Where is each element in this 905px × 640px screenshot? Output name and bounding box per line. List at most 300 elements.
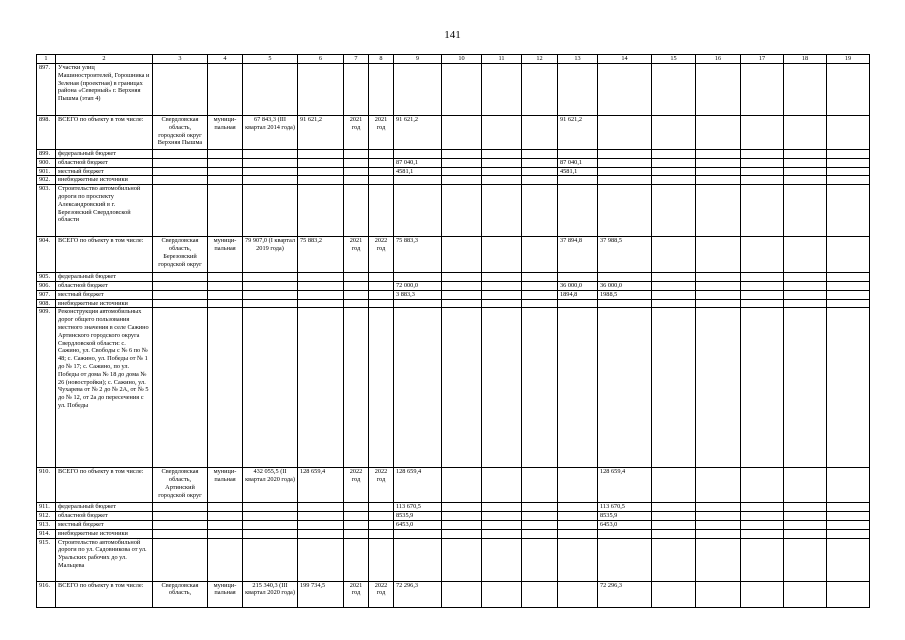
table-cell <box>369 308 394 468</box>
table-cell <box>442 167 482 176</box>
table-cell <box>208 512 243 521</box>
table-cell: 87 040,1 <box>394 158 442 167</box>
table-cell: 4581,1 <box>394 167 442 176</box>
table-cell <box>741 116 784 150</box>
row-number-cell: 908. <box>37 299 56 308</box>
table-cell <box>369 176 394 185</box>
table-cell <box>442 64 482 116</box>
table-cell <box>741 185 784 237</box>
table-cell <box>482 281 522 290</box>
row-name-cell: областной бюджет <box>56 281 153 290</box>
table-cell <box>741 512 784 521</box>
column-header-1: 1 <box>37 55 56 64</box>
table-cell <box>243 281 298 290</box>
table-cell <box>243 299 298 308</box>
row-number-cell: 909. <box>37 308 56 468</box>
table-cell <box>442 150 482 159</box>
table-cell <box>344 529 369 538</box>
table-cell <box>827 116 870 150</box>
table-cell <box>208 158 243 167</box>
table-cell <box>696 308 741 468</box>
column-number-row <box>37 55 870 64</box>
table-cell <box>696 290 741 299</box>
column-header-4: 4 <box>208 55 243 64</box>
table-cell: 2022 год <box>369 237 394 273</box>
table-cell <box>153 308 208 468</box>
table-cell <box>827 512 870 521</box>
table-cell <box>652 308 696 468</box>
table-cell <box>298 176 344 185</box>
table-cell <box>298 290 344 299</box>
table-row <box>37 185 870 237</box>
table-cell: 87 040,1 <box>558 158 598 167</box>
table-cell <box>394 150 442 159</box>
row-name-cell: Участки улиц Машиностроителей, Горошника и Зеленая (проектная) в границах района «Северный» г. Верхняя Пышма (этап 4) <box>56 64 153 116</box>
table-cell <box>153 290 208 299</box>
table-cell <box>369 273 394 282</box>
table-cell <box>153 299 208 308</box>
row-number-cell: 899. <box>37 150 56 159</box>
table-cell <box>208 176 243 185</box>
table-cell <box>522 237 558 273</box>
table-cell <box>598 176 652 185</box>
table-cell <box>369 281 394 290</box>
table-cell <box>784 529 827 538</box>
table-cell: 8535,9 <box>598 512 652 521</box>
table-cell <box>369 520 394 529</box>
table-cell <box>598 273 652 282</box>
table-cell <box>652 176 696 185</box>
table-row <box>37 150 870 159</box>
table-cell <box>153 520 208 529</box>
table-cell <box>522 150 558 159</box>
table-cell: Свердловская область, <box>153 581 208 607</box>
table-cell <box>208 529 243 538</box>
table-cell <box>652 520 696 529</box>
table-cell: 8535,9 <box>394 512 442 521</box>
table-cell <box>344 520 369 529</box>
table-cell <box>827 538 870 581</box>
table-cell <box>153 503 208 512</box>
table-cell <box>394 529 442 538</box>
table-row <box>37 167 870 176</box>
table-cell: 2021 год <box>344 581 369 607</box>
table-cell: 75 883,3 <box>394 237 442 273</box>
row-name-cell: местный бюджет <box>56 290 153 299</box>
table-cell <box>652 167 696 176</box>
table-cell <box>394 185 442 237</box>
table-cell: 37 894,8 <box>558 237 598 273</box>
table-cell: муници-пальная <box>208 237 243 273</box>
table-cell <box>784 273 827 282</box>
table-cell <box>827 185 870 237</box>
table-cell <box>652 299 696 308</box>
table-cell <box>522 299 558 308</box>
column-header-8: 8 <box>369 55 394 64</box>
column-header-2: 2 <box>56 55 153 64</box>
column-header-17: 17 <box>741 55 784 64</box>
table-cell: 1988,5 <box>598 290 652 299</box>
row-name-cell: внебюджетные источники <box>56 176 153 185</box>
row-number-cell: 905. <box>37 273 56 282</box>
table-cell <box>482 290 522 299</box>
table-cell: муници-пальная <box>208 116 243 150</box>
row-name-cell: местный бюджет <box>56 167 153 176</box>
table-cell: 2021 год <box>344 237 369 273</box>
table-cell <box>741 308 784 468</box>
table-cell <box>784 176 827 185</box>
table-cell: 91 621,2 <box>298 116 344 150</box>
table-cell <box>696 538 741 581</box>
table-cell <box>344 308 369 468</box>
table-cell: 37 988,5 <box>598 237 652 273</box>
table-cell <box>394 273 442 282</box>
table-cell <box>298 158 344 167</box>
table-cell: 72 000,0 <box>394 281 442 290</box>
table-row <box>37 176 870 185</box>
table-cell <box>827 64 870 116</box>
table-cell <box>482 529 522 538</box>
table-cell <box>652 237 696 273</box>
table-cell <box>827 520 870 529</box>
table-cell <box>784 64 827 116</box>
table-cell <box>243 273 298 282</box>
table-row <box>37 503 870 512</box>
table-cell <box>208 150 243 159</box>
table-cell <box>208 185 243 237</box>
table-cell <box>344 167 369 176</box>
table-cell <box>522 116 558 150</box>
table-cell <box>153 167 208 176</box>
table-cell: 2022 год <box>369 581 394 607</box>
column-header-15: 15 <box>652 55 696 64</box>
table-cell <box>522 273 558 282</box>
row-number-cell: 910. <box>37 468 56 503</box>
table-cell <box>741 299 784 308</box>
table-cell <box>696 167 741 176</box>
table-cell <box>784 150 827 159</box>
table-cell <box>369 150 394 159</box>
table-row <box>37 290 870 299</box>
table-cell <box>598 116 652 150</box>
table-cell <box>344 176 369 185</box>
table-cell <box>741 468 784 503</box>
table-cell <box>482 158 522 167</box>
table-cell <box>482 185 522 237</box>
table-cell <box>741 64 784 116</box>
table-cell <box>482 150 522 159</box>
table-cell <box>522 167 558 176</box>
table-cell <box>344 538 369 581</box>
table-cell: 36 000,0 <box>598 281 652 290</box>
table-cell <box>741 237 784 273</box>
table-cell <box>784 167 827 176</box>
table-cell <box>696 64 741 116</box>
table-cell: 199 734,5 <box>298 581 344 607</box>
column-header-11: 11 <box>482 55 522 64</box>
table-cell <box>153 185 208 237</box>
table-cell: 2021 год <box>344 116 369 150</box>
column-header-18: 18 <box>784 55 827 64</box>
table-cell <box>442 290 482 299</box>
table-cell <box>344 299 369 308</box>
table-cell <box>442 538 482 581</box>
table-cell <box>369 185 394 237</box>
table-cell <box>442 308 482 468</box>
table-cell <box>696 281 741 290</box>
table-cell <box>696 520 741 529</box>
table-cell <box>243 150 298 159</box>
table-cell <box>784 299 827 308</box>
table-cell: 79 907,0 (I квартал 2019 года) <box>243 237 298 273</box>
table-cell <box>827 581 870 607</box>
table-cell <box>652 529 696 538</box>
table-cell <box>482 116 522 150</box>
table-cell <box>558 581 598 607</box>
table-cell <box>741 150 784 159</box>
table-cell <box>784 538 827 581</box>
table-cell <box>482 299 522 308</box>
table-cell <box>696 503 741 512</box>
table-cell: 4581,1 <box>558 167 598 176</box>
table-cell <box>522 185 558 237</box>
table-cell <box>652 281 696 290</box>
table-cell <box>696 529 741 538</box>
table-cell <box>827 503 870 512</box>
table-cell <box>784 468 827 503</box>
table-row <box>37 468 870 503</box>
table-cell <box>369 64 394 116</box>
column-header-9: 9 <box>394 55 442 64</box>
row-number-cell: 914. <box>37 529 56 538</box>
row-number-cell: 900. <box>37 158 56 167</box>
table-cell <box>598 158 652 167</box>
table-cell <box>827 273 870 282</box>
row-number-cell: 912. <box>37 512 56 521</box>
row-number-cell: 916. <box>37 581 56 607</box>
table-cell: 113 670,5 <box>394 503 442 512</box>
table-cell <box>827 468 870 503</box>
table-cell <box>696 237 741 273</box>
table-cell <box>243 503 298 512</box>
table-cell <box>298 529 344 538</box>
table-cell <box>598 185 652 237</box>
table-cell <box>208 299 243 308</box>
column-header-14: 14 <box>598 55 652 64</box>
table-cell <box>344 158 369 167</box>
table-cell <box>696 512 741 521</box>
table-row <box>37 116 870 150</box>
table-cell <box>482 237 522 273</box>
table-cell <box>344 185 369 237</box>
table-cell <box>558 273 598 282</box>
table-cell: муници-пальная <box>208 581 243 607</box>
row-name-cell: внебюджетные источники <box>56 529 153 538</box>
table-cell <box>784 116 827 150</box>
table-cell <box>153 281 208 290</box>
table-cell <box>558 150 598 159</box>
column-header-12: 12 <box>522 55 558 64</box>
table-cell <box>741 503 784 512</box>
column-header-7: 7 <box>344 55 369 64</box>
table-cell <box>298 281 344 290</box>
table-cell <box>652 158 696 167</box>
table-cell <box>522 158 558 167</box>
table-cell <box>741 158 784 167</box>
table-cell <box>558 299 598 308</box>
row-name-cell: ВСЕГО по объекту в том числе: <box>56 237 153 273</box>
table-cell <box>598 308 652 468</box>
table-cell <box>344 290 369 299</box>
table-cell <box>696 468 741 503</box>
table-cell <box>652 116 696 150</box>
table-cell <box>394 308 442 468</box>
table-cell: 91 621,2 <box>394 116 442 150</box>
table-cell <box>696 273 741 282</box>
table-cell <box>442 581 482 607</box>
table-cell <box>243 64 298 116</box>
table-cell <box>208 520 243 529</box>
table-cell <box>522 503 558 512</box>
table-cell <box>522 468 558 503</box>
table-cell <box>558 512 598 521</box>
table-cell <box>784 290 827 299</box>
table-cell <box>652 468 696 503</box>
table-cell: 128 659,4 <box>598 468 652 503</box>
table-cell <box>598 529 652 538</box>
table-cell <box>369 158 394 167</box>
table-cell: 72 296,3 <box>598 581 652 607</box>
table-cell <box>827 237 870 273</box>
page-number: 141 <box>444 29 461 41</box>
table-cell <box>598 538 652 581</box>
table-cell <box>482 176 522 185</box>
table-cell <box>298 185 344 237</box>
table-cell <box>741 290 784 299</box>
table-cell <box>298 299 344 308</box>
table-cell: 128 659,4 <box>298 468 344 503</box>
table-cell <box>344 503 369 512</box>
table-row <box>37 529 870 538</box>
table-cell <box>442 503 482 512</box>
table-cell <box>298 167 344 176</box>
table-cell <box>298 64 344 116</box>
table-cell <box>482 468 522 503</box>
table-cell <box>482 538 522 581</box>
table-cell <box>522 308 558 468</box>
table-cell <box>522 529 558 538</box>
table-cell <box>208 273 243 282</box>
table-cell <box>482 167 522 176</box>
table-cell <box>482 64 522 116</box>
row-name-cell: областной бюджет <box>56 158 153 167</box>
table-cell <box>827 299 870 308</box>
table-cell <box>298 308 344 468</box>
column-header-19: 19 <box>827 55 870 64</box>
table-cell <box>696 299 741 308</box>
row-name-cell: федеральный бюджет <box>56 503 153 512</box>
investment-table <box>36 54 870 608</box>
column-header-6: 6 <box>298 55 344 64</box>
table-cell <box>208 281 243 290</box>
row-number-cell: 901. <box>37 167 56 176</box>
table-row <box>37 538 870 581</box>
table-cell <box>243 158 298 167</box>
table-cell <box>598 299 652 308</box>
table-cell <box>482 512 522 521</box>
table-cell: 128 659,4 <box>394 468 442 503</box>
table-cell <box>558 538 598 581</box>
table-cell: 3 883,3 <box>394 290 442 299</box>
table-cell <box>394 538 442 581</box>
table-cell <box>153 176 208 185</box>
table-cell <box>369 299 394 308</box>
table-cell <box>696 150 741 159</box>
table-cell <box>208 290 243 299</box>
table-cell <box>153 273 208 282</box>
table-cell <box>696 176 741 185</box>
table-cell <box>208 167 243 176</box>
table-cell <box>369 290 394 299</box>
table-cell <box>298 512 344 521</box>
table-cell <box>827 167 870 176</box>
table-cell <box>344 512 369 521</box>
column-header-5: 5 <box>243 55 298 64</box>
table-body <box>37 64 870 608</box>
table-cell <box>652 64 696 116</box>
row-name-cell: ВСЕГО по объекту в том числе: <box>56 116 153 150</box>
table-cell: 432 055,5 (II квартал 2020 года) <box>243 468 298 503</box>
table-cell <box>344 281 369 290</box>
table-cell: 215 340,3 (III квартал 2020 года) <box>243 581 298 607</box>
row-number-cell: 907. <box>37 290 56 299</box>
table-cell: 1894,8 <box>558 290 598 299</box>
table-cell <box>153 512 208 521</box>
table-cell <box>784 237 827 273</box>
table-cell <box>827 290 870 299</box>
table-cell <box>153 538 208 581</box>
table-cell <box>558 176 598 185</box>
table-cell <box>558 503 598 512</box>
table-cell <box>522 581 558 607</box>
table-cell <box>652 290 696 299</box>
table-cell <box>558 520 598 529</box>
table-cell <box>522 290 558 299</box>
table-cell <box>652 581 696 607</box>
table-cell <box>394 176 442 185</box>
table-cell <box>827 281 870 290</box>
table-cell <box>741 281 784 290</box>
column-header-3: 3 <box>153 55 208 64</box>
table-cell <box>522 64 558 116</box>
table-cell <box>784 581 827 607</box>
table-cell <box>153 158 208 167</box>
table-row <box>37 520 870 529</box>
table-cell <box>652 273 696 282</box>
table-cell <box>482 581 522 607</box>
table-cell <box>243 520 298 529</box>
row-name-cell: Строительство автомобильной дороги по ул. Садовникова от ул. Уральских рабочих до ул. Мальцева <box>56 538 153 581</box>
table-cell <box>652 185 696 237</box>
table-cell: 2021 год <box>369 116 394 150</box>
table-cell <box>652 150 696 159</box>
row-number-cell: 898. <box>37 116 56 150</box>
table-cell <box>741 581 784 607</box>
table-cell <box>442 185 482 237</box>
table-cell <box>652 503 696 512</box>
table-cell <box>243 308 298 468</box>
row-number-cell: 915. <box>37 538 56 581</box>
